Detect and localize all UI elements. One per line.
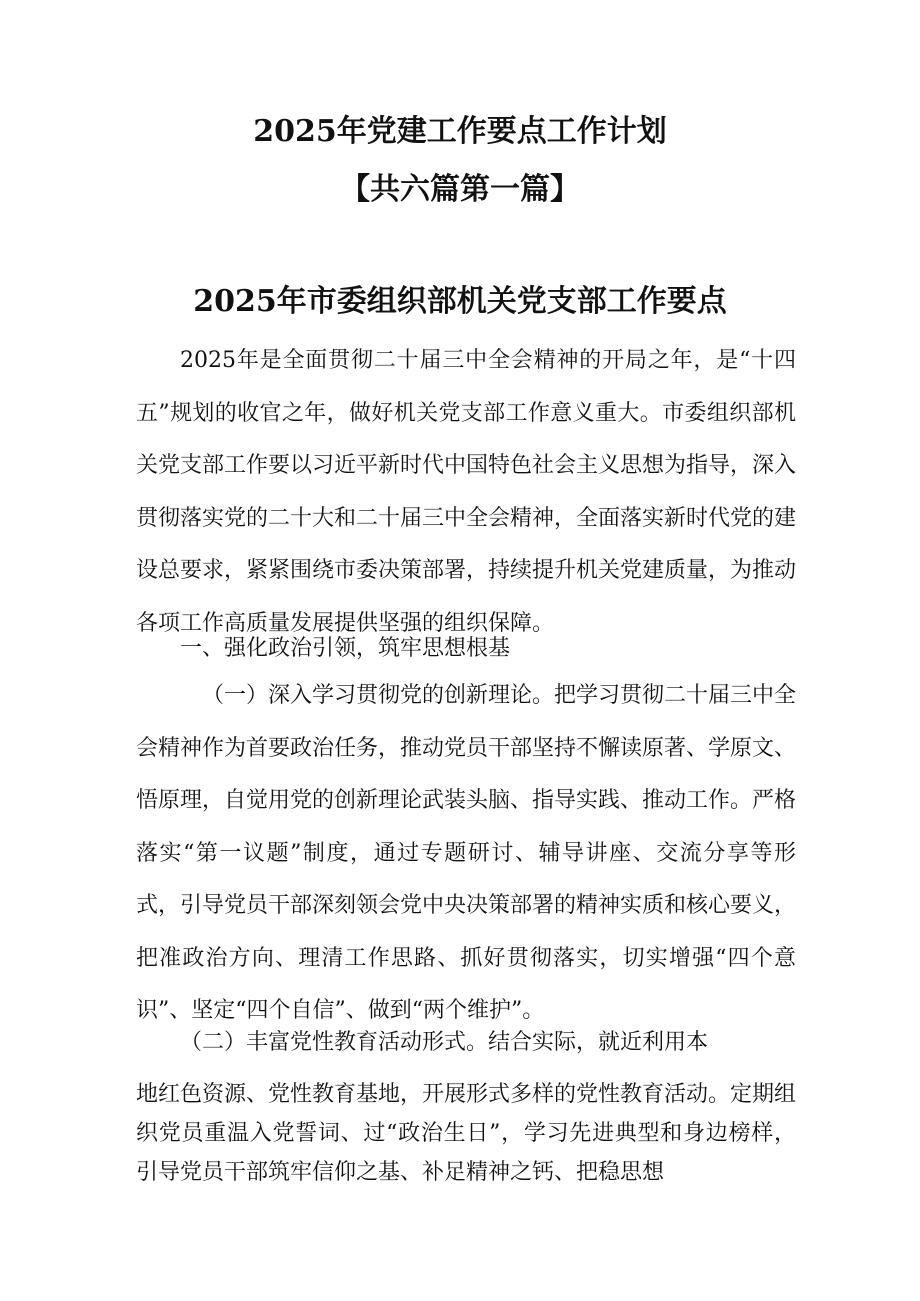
document-title: 2025年党建工作要点工作计划	[253, 114, 667, 149]
item-1-paragraph: （一）深入学习贯彻党的创新理论。把学习贯彻二十届三中全会精神作为首要政治任务，推动党员干部坚持不懈读原著、学原文、悟原理，自觉用党的创新理论武装头脑、指导实践、推动工作。严格落实“第一议题”制度，通过专题研讨、辅导讲座、交流分享等形式，引导党员干部深刻领会党中央决策部署的精神实质和核心要义，把准政治方向、理清工作思路、抓好贯彻落实，切实增强“四个意识”、坚定“四个自信”、做到“两个维护”。	[136, 683, 797, 1023]
section-title: 2025年市委组织部机关党支部工作要点	[193, 284, 727, 319]
intro-paragraph: 2025年是全面贯彻二十届三中全会精神的开局之年，是“十四五”规划的收官之年，做好机关党支部工作意义重大。市委组织部机关党支部工作要以习近平新时代中国特色社会主义思想为指导，深入贯彻落实党的二十大和二十届三中全会精神，全面落实新时代党的建设总要求，紧紧围绕市委决策部署，持续提升机关党建质量，为推动各项工作高质量发展提供坚强的组织保障。	[136, 348, 797, 636]
document-subtitle: 【共六篇第一篇】	[340, 172, 580, 207]
item-2-paragraph: 地红色资源、党性教育基地，开展形式多样的党性教育活动。定期组织党员重温入党誓词、过“政治生日”，学习先进典型和身边榜样，引导党员干部筑牢信仰之基、补足精神之钙、把稳思想	[136, 1082, 797, 1185]
item-2-first-line: （二）丰富党性教育活动形式。结合实际，就近利用本	[180, 1030, 709, 1055]
section-heading-1: 一、强化政治引领，筑牢思想根基	[180, 636, 511, 661]
